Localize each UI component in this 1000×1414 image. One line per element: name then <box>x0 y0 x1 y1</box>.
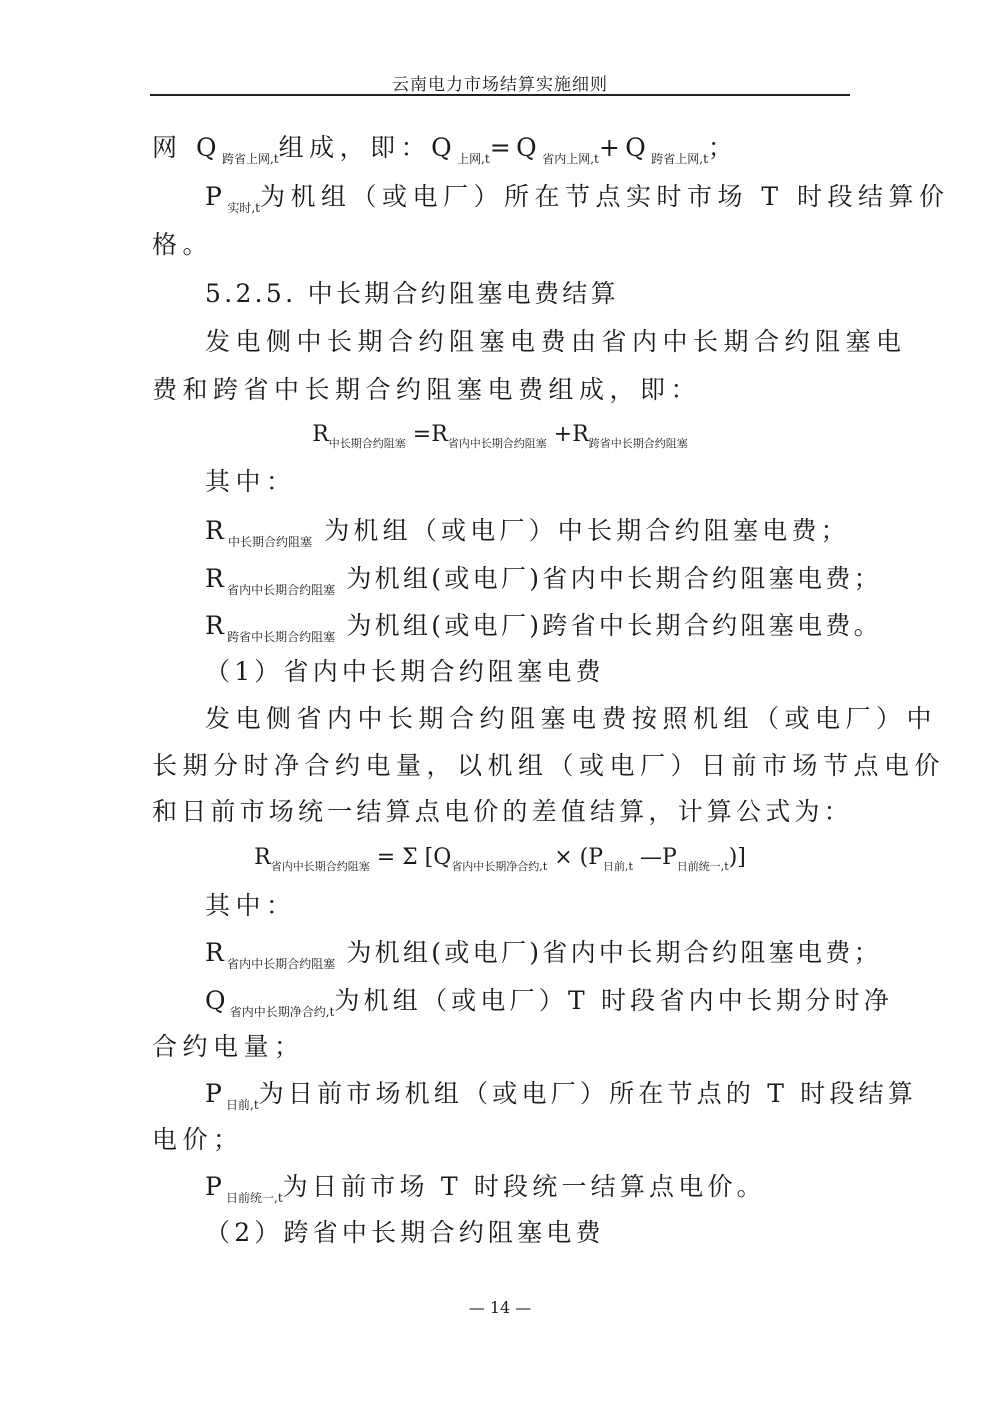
definition-line: $R_{跨省中长期合约阻塞}$ 为机组(或电厂)跨省中长期合约阻塞电费。 <box>205 611 882 644</box>
section-heading: 5.2.5. 中长期合约阻塞电费结算 <box>205 279 619 308</box>
definition-line: $P_{日前统一,t}$为日前市场 T 时段统一结算点电价。 <box>205 1172 766 1205</box>
paragraph-line: 费和跨省中长期合约阻塞电费组成，即： <box>152 375 702 404</box>
header-divider <box>150 94 850 96</box>
formula-congestion-total: $R_{中长期合约阻塞} =R_{省内中长期合约阻塞} +R_{跨省中长期合约阻塞}$ <box>312 422 688 450</box>
definition-line: $R_{省内中长期合约阻塞}$ 为机组(或电厂)省内中长期合约阻塞电费； <box>205 564 882 597</box>
subsection-heading: （1）省内中长期合约阻塞电费 <box>205 657 605 686</box>
paragraph-line: 发电侧中长期合约阻塞电费由省内中长期合约阻塞电 <box>205 327 907 356</box>
paragraph-line: 合约电量； <box>152 1032 305 1061</box>
formula-provincial-congestion: $R_{省内中长期合约阻塞} = \Sigma$ [$Q_{省内中长期净合约,t} \times (P_{日前,t}$ $—P_{日前统一,t}$)] <box>254 845 746 873</box>
definition-line: $R_{省内中长期合约阻塞}$ 为机组(或电厂)省内中长期合约阻塞电费； <box>205 938 882 971</box>
paragraph-line: 网 $Q_{跨省上网,t}$组成，即：$Q_{上网,t}=Q_{省内上网,t}+Q_{跨省上网,t}$； <box>152 133 739 166</box>
running-header: 云南电力市场结算实施细则 <box>392 75 608 95</box>
paragraph-line: 格。 <box>152 230 214 259</box>
subsection-heading: （2）跨省中长期合约阻塞电费 <box>205 1218 605 1247</box>
definition-line: $R_{中长期合约阻塞}$ 为机组（或电厂）中长期合约阻塞电费； <box>205 516 850 549</box>
paragraph-line: 长期分时净合约电量，以机组（或电厂）日前市场节点电价 <box>152 751 946 780</box>
definition-line: $P_{日前,t}$为日前市场机组（或电厂）所在节点的 T 时段结算 <box>205 1079 918 1112</box>
paragraph-line: 其中： <box>205 891 297 920</box>
paragraph-line: 电价； <box>152 1125 244 1154</box>
definition-line: $Q_{省内中长期净合约,t}$为机组（或电厂）T 时段省内中长期分时净 <box>205 986 893 1019</box>
paragraph-line: 发电侧省内中长期合约阻塞电费按照机组（或电厂）中 <box>205 704 938 733</box>
paragraph-line: $P_{实时,t}$为机组（或电厂）所在节点实时市场 T 时段结算价 <box>205 182 950 215</box>
page-number: — 14 — <box>468 1298 532 1317</box>
paragraph-line: 和日前市场统一结算点电价的差值结算，计算公式为： <box>152 797 853 826</box>
paragraph-line: 其中： <box>205 467 297 496</box>
